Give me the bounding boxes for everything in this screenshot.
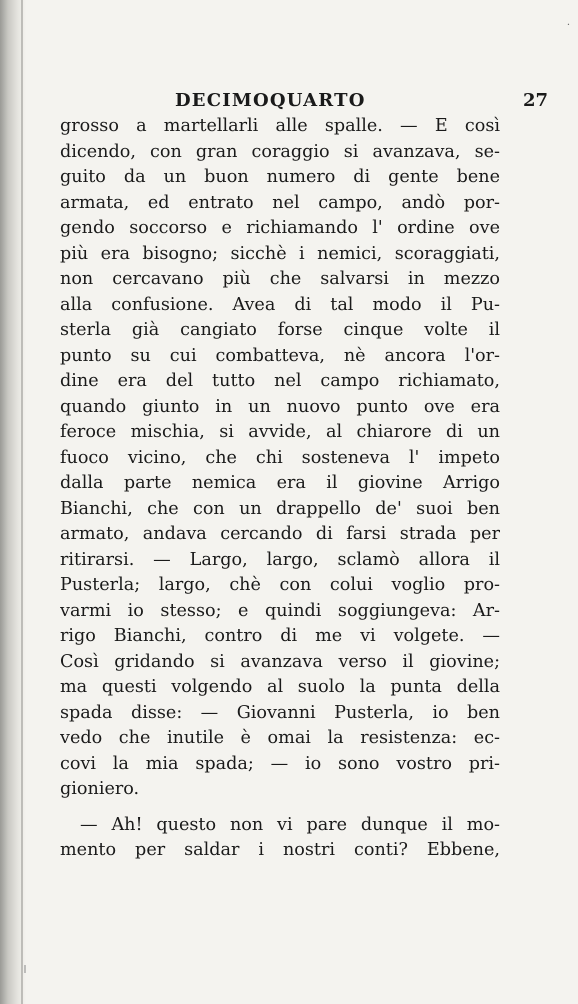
text-line: fuoco vicino, che chi sosteneva l' impeto <box>60 447 500 468</box>
text-line: guito da un buon numero di gente bene <box>60 167 500 187</box>
book-page <box>30 0 578 1004</box>
text-line: gioniero. <box>60 779 140 799</box>
body-text <box>60 114 500 864</box>
ink-speck <box>24 965 26 973</box>
text-line: — Ah! questo non vi pare dunque il mo- <box>80 814 500 835</box>
text-line: quando giunto in un nuovo punto ove era <box>60 396 500 417</box>
text-line: ritirarsi. — Largo, largo, sclamò allora il <box>60 549 500 570</box>
text-line: Pusterla; largo, chè con colui voglio pro- <box>60 575 500 595</box>
text-line: punto su cui combatteva, nè ancora l'or- <box>60 345 500 366</box>
text-line: varmi io stesso; e quindi soggiungeva: Ar- <box>60 600 500 621</box>
text-line: mento per saldar i nostri conti? Ebbene, <box>60 840 500 860</box>
text-line: ma questi volgendo al suolo la punta della <box>60 677 500 697</box>
text-line: grosso a martellarli alle spalle. — E così <box>60 116 500 136</box>
text-line: dine era del tutto nel campo richiamato, <box>60 371 500 391</box>
text-line: gendo soccorso e richiamando l' ordine ove <box>60 218 500 238</box>
text-line: vedo che inutile è omai la resistenza: ec- <box>60 728 500 748</box>
text-line: più era bisogno; sicchè i nemici, scoraggiati, <box>60 243 500 264</box>
text-line: Bianchi, che con un drappello de' suoi ben <box>60 498 500 519</box>
text-line: armato, andava cercando di farsi strada per <box>60 524 500 544</box>
text-line: feroce mischia, si avvide, al chiarore di un <box>60 422 500 442</box>
text-line: non cercavano più che salvarsi in mezzo <box>60 269 500 289</box>
running-head: DECIMOQUARTO <box>175 90 366 111</box>
text-line: rigo Bianchi, contro di me vi volgete. — <box>60 626 500 646</box>
text-line: dalla parte nemica era il giovine Arrigo <box>60 473 500 493</box>
page-number: 27 <box>522 90 548 111</box>
text-line: sterla già cangiato forse cinque volte il <box>60 320 500 340</box>
text-line: dicendo, con gran coraggio si avanzava, se- <box>60 141 500 162</box>
text-line: spada disse: — Giovanni Pusterla, io ben <box>60 702 500 723</box>
paragraph-gap <box>60 803 500 813</box>
text-line: covi la mia spada; — io sono vostro pri- <box>60 753 500 774</box>
text-line: armata, ed entrato nel campo, andò por- <box>60 192 500 213</box>
binding-line <box>21 0 23 1004</box>
text-line: Così gridando si avanzava verso il giovine; <box>60 651 500 672</box>
text-line: alla confusione. Avea di tal modo il Pu- <box>60 294 500 315</box>
corner-mark: · <box>566 20 570 31</box>
